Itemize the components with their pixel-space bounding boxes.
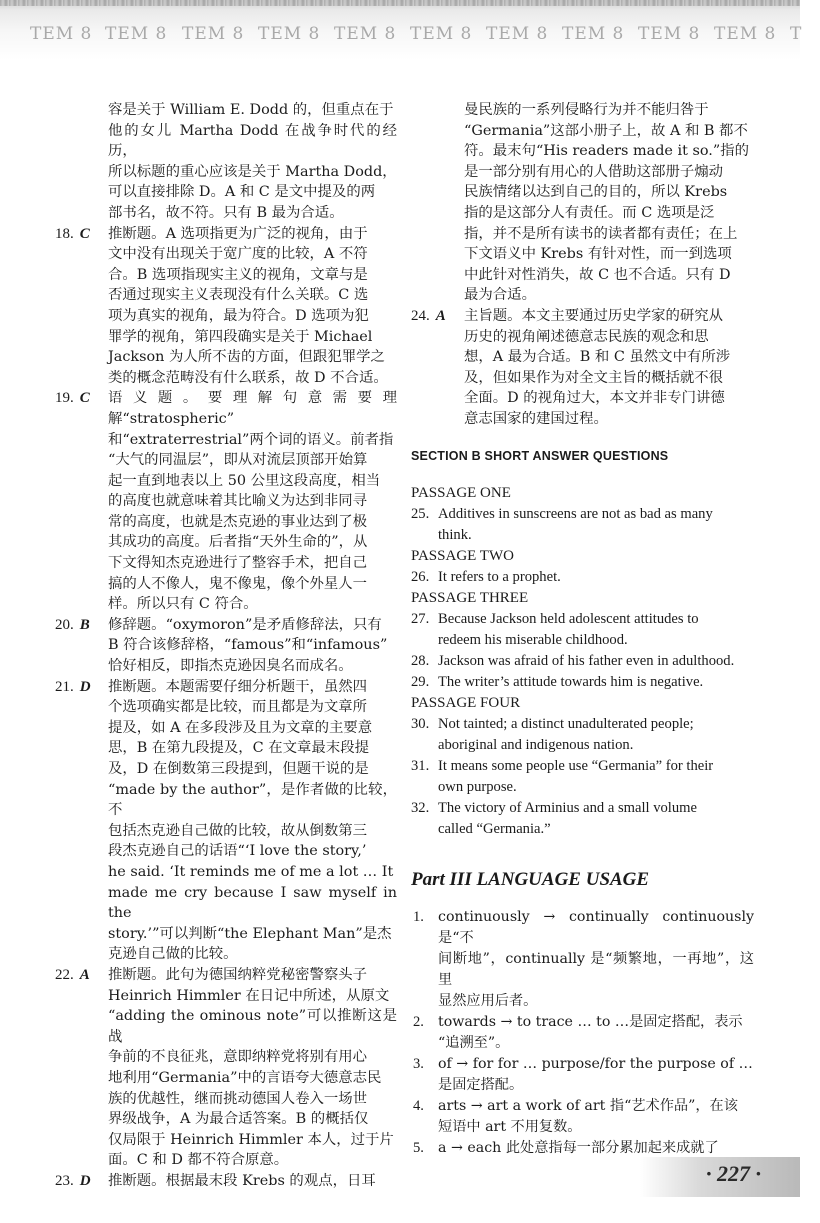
text-line: 指的是这部分人有责任。而 C 选项是泛	[464, 204, 715, 221]
item-number: 5.	[413, 1139, 424, 1156]
short-answer-26	[411, 567, 754, 588]
answer-line: think.	[438, 527, 472, 544]
text-line: Heinrich Himmler 在日记中所述，从原文	[108, 987, 390, 1004]
header-label: TEM 8	[258, 24, 321, 44]
answer-item-21	[55, 677, 397, 965]
passage-heading: PASSAGE TWO	[411, 548, 514, 565]
section-b-heading: SECTION B SHORT ANSWER QUESTIONS	[411, 448, 669, 463]
text-line: 中此针对性消失，故 C 也不合适。只有 D	[464, 266, 731, 283]
answer-letter: A	[435, 307, 446, 324]
answer-line: The victory of Arminius and a small volume	[438, 800, 697, 817]
text-line: 思，B 在第九段提及，C 在文章最末段提	[108, 740, 369, 757]
text-line: of → for for … purpose/for the purpose of …	[438, 1055, 753, 1072]
item-number: 20.	[55, 616, 74, 633]
text-line: “大气的同温层”，即从对流层顶部开始算	[108, 452, 368, 469]
text-line: 的高度也就意味着其比喻义为达到非同寻	[108, 493, 368, 510]
answer-item-23	[55, 1171, 397, 1192]
text-line: 推断题。A 选项指更为广泛的视角，由于	[108, 225, 368, 242]
text-line: 个选项确实都是比较，而且都是为文章所	[108, 699, 368, 716]
answer-number: 31.	[411, 758, 430, 775]
answer-line: Additives in sunscreens are not as bad as many	[438, 506, 713, 523]
answer-line: redeem his miserable childhood.	[438, 632, 628, 649]
header-label: TEM 8	[182, 24, 245, 44]
text-line: towards → to trace … to …是固定搭配，表示	[438, 1013, 743, 1030]
short-answer-28	[411, 651, 754, 672]
text-line: 所以标题的重心应该是关于 Martha Dodd，	[108, 163, 397, 180]
answer-line: Jackson was afraid of his father even in adulthood.	[438, 653, 735, 670]
text-line: “Germania”这部小册子上，故 A 和 B 都不	[464, 122, 748, 139]
short-answer-31	[411, 756, 754, 798]
language-usage-item-1	[411, 907, 754, 1012]
text-line: arts → art a work of art 指“艺术作品”，在该	[438, 1097, 738, 1114]
text-line: 推断题。此句为德国纳粹党秘密警察头子	[108, 966, 368, 983]
answer-number: 28.	[411, 653, 430, 670]
text-line: 其成功的高度。后者指“天外生命的”，从	[108, 534, 368, 551]
item-number: 2.	[413, 1013, 424, 1030]
text-line: story.’”可以判断“the Elephant Man”是杰	[108, 925, 392, 942]
answer-item-20	[55, 615, 397, 677]
answer-line: own purpose.	[438, 779, 517, 796]
answer-number: 25.	[411, 506, 430, 523]
item-23-continued	[411, 100, 754, 306]
answer-line: The writer’s attitude towards him is negative.	[438, 674, 704, 691]
text-line: Jackson 为人所不齿的方面，但跟犯罪学之	[108, 349, 385, 366]
passage-heading: PASSAGE FOUR	[411, 695, 521, 712]
text-line: 是固定搭配。	[438, 1076, 524, 1093]
text-line: 符。最末句“His readers made it so.”指的	[464, 143, 749, 160]
answer-letter: D	[79, 678, 91, 695]
text-line: 修辞题。“oxymoron”是矛盾修辞法，只有	[108, 616, 382, 633]
text-line: 是一部分别有用心的人借助这部册子煽动	[464, 163, 724, 180]
text-line: 起一直到地表以上 50 公里这段高度，相当	[108, 472, 381, 489]
text-line: 他的女儿 Martha Dodd 在战争时代的经历，	[108, 122, 397, 160]
answer-line: aboriginal and indigenous nation.	[438, 737, 634, 754]
text-line: 历史的视角阐述德意志民族的观念和思	[464, 328, 709, 345]
short-answer-29	[411, 672, 754, 693]
text-line: 段杰克逊自己的话语“‘I love the story,’	[108, 843, 367, 860]
item-number: 3.	[413, 1055, 424, 1072]
part-3-heading: Part III LANGUAGE USAGE	[411, 869, 650, 891]
page-number: · 227 ·	[706, 1161, 761, 1186]
header-label: TEM 8	[334, 24, 397, 44]
text-line: 仅局限于 Heinrich Himmler 本人，过于片	[108, 1131, 394, 1148]
header-label: TEM 8	[486, 24, 549, 44]
text-line: 推断题。本题需要仔细分析题干，虽然四	[108, 678, 368, 695]
item-17-continued	[55, 100, 397, 224]
text-line: 短语中 art 不用复数。	[438, 1118, 582, 1135]
text-line: 和“extraterrestrial”两个词的语义。前者指	[108, 431, 394, 448]
text-line: 想，A 最为合适。B 和 C 虽然文中有所涉	[464, 349, 731, 366]
text-line: 族的优越性，继而挑动德国人卷入一场世	[108, 1090, 368, 1107]
answer-item-22	[55, 965, 397, 1171]
answer-letter: A	[79, 966, 90, 983]
text-line: 主旨题。本文主要通过历史学家的研究从	[464, 307, 724, 324]
text-line: 意志国家的建国过程。	[464, 410, 608, 427]
passage-heading: PASSAGE THREE	[411, 590, 529, 607]
text-line: made me cry because I saw myself in the	[108, 884, 397, 922]
text-line: “made by the author”，是作者做的比较，不	[108, 781, 397, 819]
item-number: 1.	[413, 908, 424, 925]
answer-line: Because Jackson held adolescent attitudes to	[438, 611, 699, 628]
text-line: 样。所以只有 C 符合。	[108, 596, 258, 613]
text-line: 下文语义中 Krebs 有针对性，而一到选项	[464, 246, 732, 263]
text-line: 民族情绪以达到自己的目的，所以 Krebs	[464, 184, 728, 201]
answer-line: It means some people use “Germania” for their	[438, 758, 714, 775]
text-line: 语义题。要理解句意需要理解“stratospheric”	[108, 390, 397, 427]
text-line: 下文得知杰克逊进行了整容手术，把自己	[108, 555, 368, 572]
text-line: 界级战争，A 为最合适答案。B 的概括仅	[108, 1111, 369, 1128]
header-label: TEM 8	[105, 24, 168, 44]
text-line: 文中没有出现关于宽广度的比较，A 不符	[108, 246, 368, 263]
text-line: 类的概念范畴没有什么联系，故 D 不合适。	[108, 369, 388, 386]
language-usage-item-5	[411, 1138, 754, 1159]
text-line: B 符合该修辞格，“famous”和“infamous”	[108, 637, 388, 654]
short-answer-25	[411, 504, 754, 546]
text-line: 最为合适。	[464, 287, 536, 304]
header-label: TEM 8	[714, 24, 777, 44]
answer-item-18	[55, 224, 397, 389]
header-label: TEM 8	[638, 24, 701, 44]
right-column	[411, 100, 754, 1159]
text-line: “adding the ominous note”可以推断这是战	[108, 1008, 397, 1045]
text-line: 地利用“Germania”中的言语夸大德意志民	[108, 1069, 382, 1086]
text-line: 包括杰克逊自己做的比较，故从倒数第三	[108, 822, 368, 839]
header-label: T	[790, 24, 803, 44]
text-line: continuously → continually continuously 是“不	[438, 908, 754, 946]
short-answer-27	[411, 609, 754, 651]
text-line: 恰好相反，即指杰克逊因臭名而成名。	[108, 658, 353, 675]
page-number-tab	[640, 1157, 800, 1197]
answer-number: 30.	[411, 716, 430, 733]
text-line: 面。C 和 D 都不符合原意。	[108, 1152, 289, 1169]
answer-letter: C	[79, 390, 90, 407]
answer-letter: D	[79, 1172, 91, 1189]
text-line: 容是关于 William E. Dodd 的，但重点在于	[108, 102, 394, 118]
text-line: 搞的人不像人，鬼不像鬼，像个外星人一	[108, 575, 368, 592]
running-header	[0, 24, 820, 48]
item-number: 23.	[55, 1172, 74, 1189]
text-line: 项为真实的视角，最为符合。D 选项为犯	[108, 307, 369, 324]
language-usage-item-4	[411, 1096, 754, 1138]
header-label: TEM 8	[30, 24, 93, 44]
text-line: a → each 此处意指每一部分累加起来成就了	[438, 1139, 719, 1156]
header-texture	[0, 0, 800, 6]
answer-letter: C	[79, 225, 90, 242]
answer-number: 27.	[411, 611, 430, 628]
passage-heading: PASSAGE ONE	[411, 485, 511, 502]
text-line: 常的高度，也就是杰克逊的事业达到了极	[108, 513, 368, 530]
text-line: 合。B 选项指现实主义的视角，文章与是	[108, 266, 368, 283]
item-number: 18.	[55, 225, 74, 242]
language-usage-item-2	[411, 1012, 754, 1054]
short-answer-32	[411, 798, 754, 840]
text-line: 推断题。根据最末段 Krebs 的观点，日耳	[108, 1172, 376, 1189]
text-line: 间断地”，continually 是“频繁地，一再地”，这里	[438, 950, 754, 988]
header-label: TEM 8	[562, 24, 625, 44]
answer-number: 32.	[411, 800, 430, 817]
item-number: 24.	[411, 307, 430, 324]
text-line: 部书名，故不符。只有 B 最为合适。	[108, 204, 344, 221]
short-answer-30	[411, 714, 754, 756]
text-line: “追溯至”。	[438, 1034, 510, 1051]
answer-item-24	[411, 306, 754, 430]
item-number: 4.	[413, 1097, 424, 1114]
text-line: 争前的不良征兆，意即纳粹党将别有用心	[108, 1049, 368, 1066]
answer-number: 29.	[411, 674, 430, 691]
text-line: 显然应用后者。	[438, 992, 538, 1009]
text-line: 及，但如果作为对全文主旨的概括就不很	[464, 369, 724, 386]
text-line: 提及，如 A 在多段涉及且为文章的主要意	[108, 719, 373, 736]
answer-item-19	[55, 388, 397, 615]
text-line: 可以直接排除 D。A 和 C 是文中提及的两	[108, 184, 376, 201]
text-line: 指，并不是所有读书的读者都有责任；在上	[464, 225, 738, 242]
language-usage-item-3	[411, 1054, 754, 1096]
item-number: 22.	[55, 966, 74, 983]
item-number: 19.	[55, 390, 74, 407]
answer-line: Not tainted; a distinct unadulterated people;	[438, 716, 694, 733]
text-line: 罪学的视角，第四段确实是关于 Michael	[108, 328, 373, 345]
item-number: 21.	[55, 678, 74, 695]
answer-line: It refers to a prophet.	[438, 569, 561, 586]
text-line: 否通过现实主义表现没有什么关联。C 选	[108, 287, 369, 304]
header-label: TEM 8	[410, 24, 473, 44]
text-line: 克逊自己做的比较。	[108, 946, 238, 963]
left-column	[55, 100, 397, 1191]
text-line: 曼民族的一系列侵略行为并不能归咎于	[464, 102, 709, 118]
answer-letter: B	[79, 616, 90, 633]
text-line: 及，D 在倒数第三段提到，但题干说的是	[108, 761, 369, 777]
answer-number: 26.	[411, 569, 430, 586]
text-line: he said. ‘It reminds me of me a lot … It	[108, 863, 394, 880]
text-line: 全面。D 的视角过大，本文并非专门讲德	[464, 390, 725, 407]
answer-line: called “Germania.”	[438, 821, 551, 838]
